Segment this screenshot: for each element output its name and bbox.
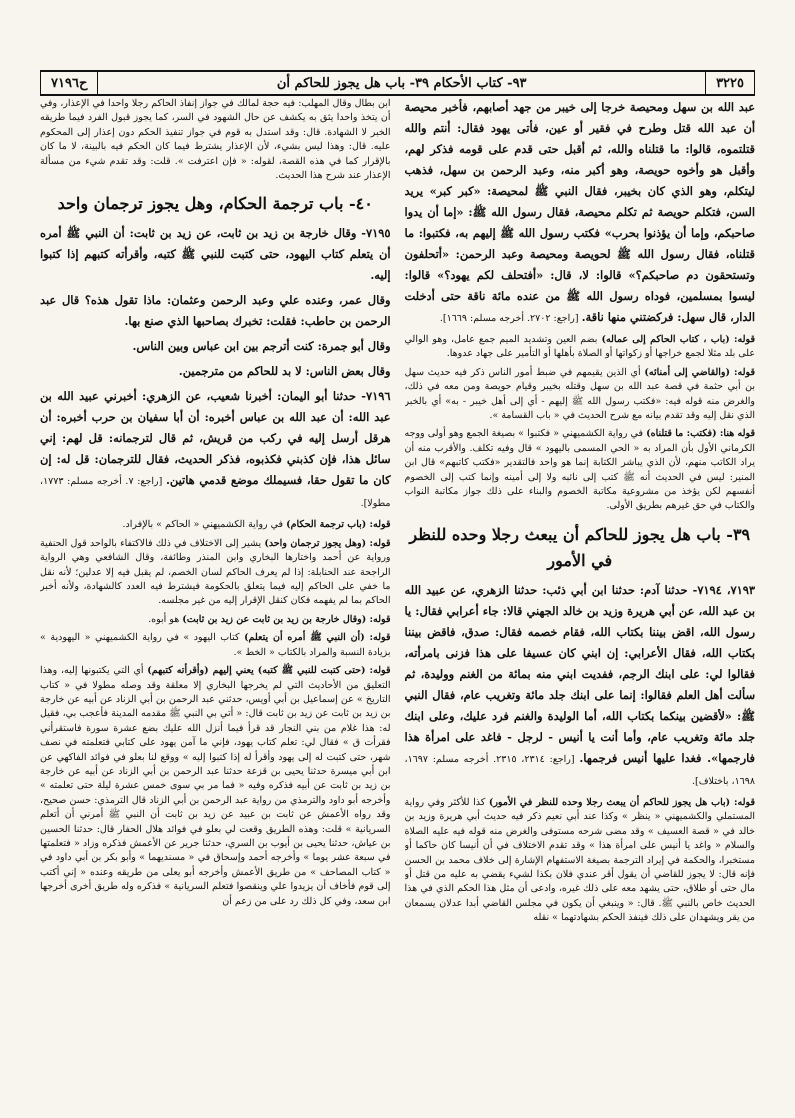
commentary-text: أي الذين يقيمهم في ضبط أمور الناس ذكر فيه حديث سهل بن أبي حثمة في قصة عبد الله بن سهل وقتله بخيبر وقيام حويصة ومن معه في ذلك، والغرض منه قوله فيه: «فكتب رسول الله ﷺ إليهم - أي إلى أهل خيبر - به» أي بالخبر الذي نقل إليه وقد تقدم بيانه مع شرح الحديث في « باب القسامة ». xyxy=(404,366,755,422)
hadith-body: وقال بعض الناس: لا بد للحاكم من مترجمين. xyxy=(178,364,391,379)
hadith-text xyxy=(40,386,391,514)
hadith-body: عبد الله بن سهل ومحيصة خرجا إلى خيبر من جهد أصابهم، فأخبر محيصة أن عبد الله قتل وطرح في فقير أو عين، فأتى يهود فقال: أنتم والله قتلتموه، قالوا: ما قتلناه والله، ثم أقبل حتى قدم على قومه فذكر لهم، وأقبل هو وأخوه حويصة، وهو أكبر منه، وعبد الرحمن بن سهل، فذهب ليتكلم، وهو الذي كان بخيبر، فقال النبي ﷺ لمحيصة: «كبر كبر» يريد السن، فتكلم حويصة ثم تكلم محيصة، فقال رسول الله ﷺ: «إما أن يدوا صاحبكم، وإما أن يؤذنوا بحرب» فكتب رسول الله ﷺ إليهم به، فكتبوا: ما قتلناه، فقال رسول الله ﷺ لحويصة ومحيصة وعبد الرحمن: «أتحلفون وتستحقون دم صاحبكم؟» قالوا: لا، قال: «أفتحلف لكم يهود؟» قالوا: ليسوا بمسلمين، فوداه رسول الله ﷺ من عنده مائة ناقة حتى أدخلت الدار، قال سهل: فركضتني منها ناقة. xyxy=(404,100,755,324)
commentary-heading: قوله: (باب هل يجوز للحاكم أن يبعث رجلا وحده للنظر في الأمور) xyxy=(488,796,755,808)
commentary-text: ابن بطال وقال المهلب: فيه حجة لمالك في جواز إنفاذ الحاكم رجلا واحدا في الإعذار، وفي أن يتخذ واحدا يثق به يكشف عن حال الشهود في السر، كما يجوز قبول الفرد فيما طريقه الخبر لا الشهادة. قال: وقد استدل به قوم في جواز تنفيذ الحكم دون إعذار إلى المحكوم عليه. قال: وهذا ليس بشيء، لأن الإعذار يشترط فيما كان الحكم فيه بالبينة، لا ما كان بالإقرار كما في هذه القصة، لقوله: « فإن اعترفت ». قلت: وقد تقدم شيء من مسألة الإعذار عند شرح هذا الحديث. xyxy=(40,98,391,182)
commentary-paragraph xyxy=(40,664,391,909)
commentary-paragraph xyxy=(40,631,391,660)
commentary-text: هو أبوه. xyxy=(148,613,183,625)
hadith-body: وقال عمر، وعنده علي وعبد الرحمن وعثمان: ماذا تقول هذه؟ قال عبد الرحمن بن حاطب: فقلت: تخبرك بصاحبها الذي صنع بها. xyxy=(40,293,391,329)
hadith-reference: [راجع: ٧. أخرجه مسلم: ١٧٧٣، مطولا]. xyxy=(40,476,391,510)
hadith-reference: [راجع: ٢٣١٤، ٢٣١٥. أخرجه مسلم: ١٦٩٧، ١٦٩٨، باختلاف]. xyxy=(404,753,755,787)
hadith-text xyxy=(405,580,756,792)
commentary-paragraph xyxy=(405,427,756,513)
hadith-body: ٧١٩٦- حدثنا أبو اليمان: أخبرنا شعيب، عن الزهري: أخبرني عبيد الله بن عبد الله: أن عبد الله بن عباس أخبره: أن أبا سفيان بن حرب أخبره: أن هرقل أرسل إليه في ركب من قريش، ثم قال لترجمانه: قل لهم: إني سائل هذا، فإن كذبني فكذبوه، فذكر الحديث، فقال للترجمان: قل له: إن كان ما تقول حقا، فسيملك موضع قدمي هاتين. xyxy=(40,389,391,488)
commentary-text: في رواية الكشميهني « الحاكم » بالإفراد. xyxy=(122,519,287,531)
running-title: ٩٣- كتاب الأحكام ٣٩- باب هل يجوز للحاكم أن xyxy=(276,75,527,91)
commentary-text: بضم العين وتشديد الميم جمع عامل، وهو الوالي على بلد مثلا لجمع خراجها أو زكواتها أو الصلاة بأهلها أو التأمير على جهاد عدوها. xyxy=(404,334,755,360)
hadith-text xyxy=(40,290,391,332)
commentary-text: كذا للأكثر وفي رواية المستملي والكشميهني « ينظر » وكذا عند أبي نعيم ذكر فيه حديث أبي هريرة وزيد بن خالد في « قصة العسيف » وقد مضى شرحه مستوفى والغرض منه قوله فيه عليه الصلاة والسلام « واغد يا أنيس على امرأة هذا » وقد تقدم الاختلاف في أن أنيسا كان حاكما أو مستخبرا، والحكمة في إيراد الترجمة بصيغة الاستفهام الإشارة إلى خلاف محمد بن الحسن فإنه قال: لا يجوز للقاضي أن يقول أقر عندي فلان بكذا لشيء يقضي به عليه من قتل أو مال حتى أو طلاق، حتى يشهد معه على ذلك غيره، وادعى أن مثل هذا الحكم الذي في هذا الحديث خاص بالنبي ﷺ. قال: « وينبغي أن يكون في مجلس القاضي أبدا عدلان يسمعان من يقر ويشهدان على ذلك فينفذ الحكم بشهادتهما » نقله xyxy=(404,796,755,924)
chapter-heading: ٣٩- باب هل يجوز للحاكم أن يبعث رجلا وحده للنظر في الأمور xyxy=(409,524,751,570)
chapter-heading: ٤٠- باب ترجمة الحكام، وهل يجوز ترجمان واحد xyxy=(57,194,373,214)
commentary-heading: قوله: (وقال خارجة بن زيد بن ثابت عن زيد بن ثابت) xyxy=(182,613,391,625)
commentary-heading: قوله: (باب ، كتاب الحاكم إلى عماله) xyxy=(601,334,755,345)
commentary-text: أي التي يكتبونها إليه، وهذا التعليق من الأحاديث التي لم يخرجها البخاري إلا معلقة وقد وصله مطولا في « كتاب التاريخ » عن إسماعيل بن أبي أويس، حدثني عبد الرحمن بن أبي الزناد عن أبيه عن خارجة بن زيد بن ثابت عن زيد بن ثابت قال: « أتي بي النبي ﷺ مقدمه المدينة فأعجب بي، فقيل له: هذا غلام من بني النجار قد قرأ فيما أنزل الله عليك بضع عشرة سورة فاستقرأني فقرأت ق » فقال لي: تعلم كتاب يهود، فإني ما آمن يهود على كتابي فتعلمته في نصف شهر، حتى كتبت له إلى يهود وأقرأ له إذا كتبوا إليه » ووقع لنا بعلو في فوائد الفاكهي عن ابن أبي ميسرة حدثنا يحيى بن قزعة حدثنا عبد الرحمن بن أبي الزناد عن أبيه عن خارجة بن زيد بن ثابت عن أبيه فذكره وفيه « فما مر بي سوى خمس عشرة ليلة حتى تعلمته » وأخرجه أبو داود والترمذي من رواية عبد الرحمن بن أبي الزناد قال الترمذي: حسن صحيح، وقد رواه الأعمش عن ثابت بن عبيد عن زيد بن ثابت أن النبي ﷺ أمرني أن أتعلم السريانية » قلت: وهذه الطريق وقعت لي بعلو في فوائد هلال الحفار قال: حدثنا الحسين بن عياش، حدثنا يحيى بن أيوب بن السري، حدثنا جرير عن الأعمش فذكره وزاد « فتعلمتها في سبعة عشر يوما » وأخرجه أحمد وإسحاق في « مسنديهما » وأبو بكر بن أبي داود في « كتاب المصاحف » من طريق الأعمش وأخرجه أبو يعلى من طريقه وعنده « إني أكتب إلى قوم فأخاف أن يزيدوا علي وينقصوا فتعلم السريانية » فذكره وله طريق أخرى أخرجها ابن سعد، وفي كل ذلك رد على من زعم أن xyxy=(40,665,391,907)
commentary-heading: قوله: (باب ترجمة الحكام) xyxy=(286,519,391,531)
right-column xyxy=(405,97,756,1097)
hadith-body: ٧١٩٣، ٧١٩٤- حدثنا آدم: حدثنا ابن أبي ذئب: حدثنا الزهري، عن عبيد الله بن عبد الله، عن أبي هريرة وزيد بن خالد الجهني قالا: جاء أعرابي فقال: يا رسول الله، اقض بيننا بكتاب الله، فقام خصمه فقال: صدق، فاقض بيننا بكتاب الله، فقال الأعرابي: إن ابني كان عسيفا على هذا فزنى بامرأته، فقالوا لي: على ابنك الرجم، ففديت ابني منه بمائة من الغنم ووليدة، ثم سألت أهل العلم فقالوا: إنما على ابنك جلد مائة وتغريب عام، فقال النبي ﷺ: «لأقضين بينكما بكتاب الله، أما الوليدة والغنم فرد عليك، وعلى ابنك جلد مائة وتغريب عام، وأما أنت يا أنيس - لرجل - فاغد على امرأة هذا فارجمها». فغدا عليها أنيس فرجمها. xyxy=(404,582,755,765)
hadith-reference: [راجع: ٢٧٠٢. أخرجه مسلم: ١٦٦٩]. xyxy=(439,313,582,324)
left-column xyxy=(40,97,391,1097)
commentary-paragraph xyxy=(40,97,391,183)
page-number: ٣٢٢٥ xyxy=(705,72,755,94)
commentary-text: يشير إلى الاختلاف في ذلك فالاكتفاء بالواحد قول الحنفية ورواية عن أحمد واختارها البخاري وابن المنذر وطائفة، وقال الشافعي وهي الرواية الراجحة عند الحنابلة: إذا لم يعرف الحاكم لسان الخصم، لم يقبل فيه إلا عدلين؛ لأنه نقل ما خفي على الحاكم إليه فيما يتعلق بالحكومة فيشترط فيه العدد كالشهادة، ولأنه أخبر الحاكم بما لم يفهمه فكان كنقل الإقرار إليه من غير مجلسه. xyxy=(40,537,391,607)
commentary-heading: قوله: (والقاضي إلى أمنائه) xyxy=(644,366,755,378)
hadith-body: ٧١٩٥- وقال خارجة بن زيد بن ثابت، عن زيد بن ثابت: أن النبي ﷺ أمره أن يتعلم كتاب اليهود، حتى كتبت للنبي ﷺ كتبه، وأقرأته كتبهم إذا كتبوا إليه. xyxy=(40,226,391,283)
hadith-text xyxy=(40,223,391,286)
text-columns xyxy=(40,97,755,1097)
page-header xyxy=(40,70,755,96)
hadith-text xyxy=(40,336,391,357)
commentary-text: كتاب اليهود » في رواية الكشميهني « اليهودية » بزيادة النسبة والمراد بالكتاب « الخط ». xyxy=(40,632,391,658)
hadith-text xyxy=(40,361,391,382)
commentary-heading: قوله هنا: (فكتب: ما قتلناه) xyxy=(646,428,755,440)
hadith-body: وقال أبو جمرة: كنت أترجم بين ابن عباس وبين الناس. xyxy=(132,339,391,354)
commentary-paragraph xyxy=(40,518,391,532)
commentary-paragraph xyxy=(40,537,391,609)
commentary-paragraph xyxy=(405,366,756,424)
commentary-heading: قوله: (أن النبي ﷺ أمره أن يتعلم) xyxy=(244,632,391,644)
commentary-paragraph xyxy=(40,613,391,627)
commentary-text: في رواية الكشميهني « فكتبوا » بصيغة الجمع وهو أولى ووجه الكرماني الأول بأن المراد به « الحي المسمى باليهود » قال وفيه تكلف. والأقرب منه أن يراد الكاتب منهم، لأن الذي يباشر الكتابة إنما هو واحد فالتقدير «فكتب كاتبهم» قال ابن المنير: ليس في الحديث أنه ﷺ كتب إلى نائبه ولا إلى أمينه وإنما كتب إلى الخصوم أنفسهم لكن يؤخذ من مشروعية مكاتبة الخصوم والبناء على ذلك جواز مكاتبة النواب والكتاب في حق غيرهم بطريق الأولى. xyxy=(404,428,755,512)
commentary-paragraph xyxy=(405,796,756,926)
hadith-range: ح٧١٩٦ xyxy=(40,72,98,94)
commentary-heading: قوله: (حتى كتبت للنبي ﷺ كتبه) يعني إليهم (وأقرأته كتبهم) xyxy=(147,665,391,677)
commentary-heading: قوله: (وهل يجوز ترجمان واحد) xyxy=(264,537,391,549)
commentary-paragraph xyxy=(405,333,756,362)
hadith-text xyxy=(405,97,756,329)
